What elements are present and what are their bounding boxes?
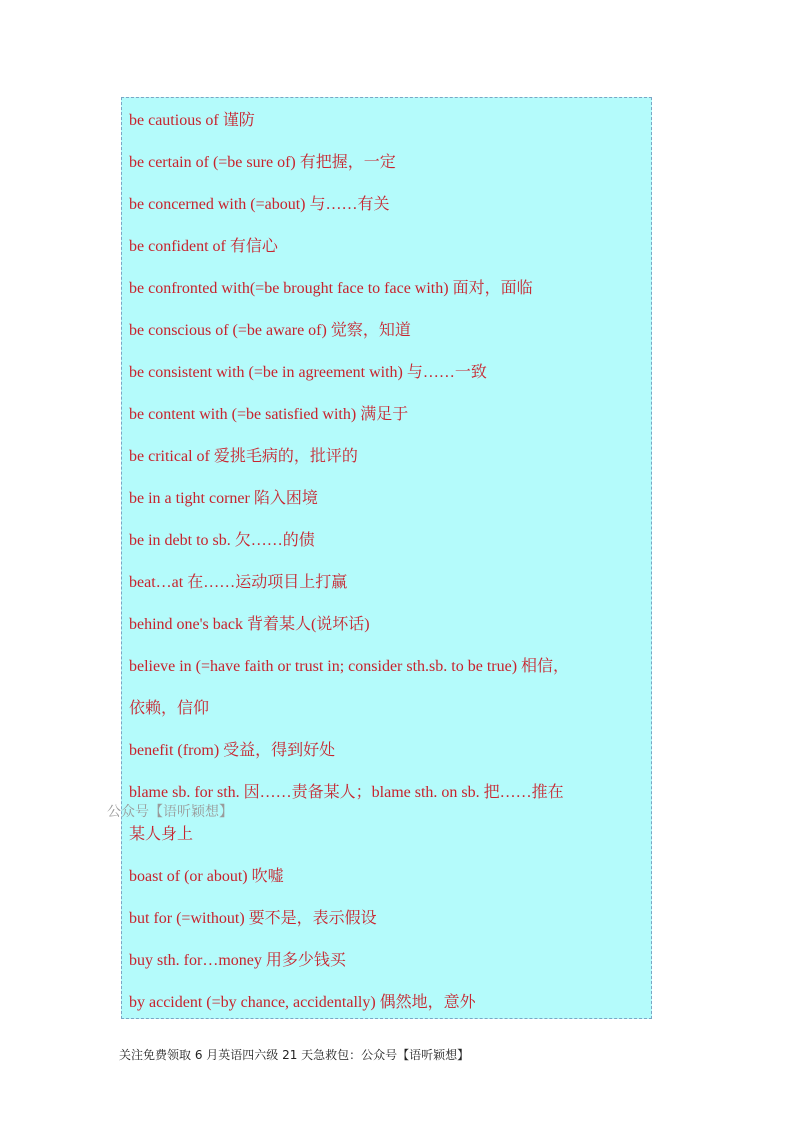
phrase-line: be in a tight corner 陷入困境 [129, 490, 318, 507]
phrase-line: blame sb. for sth. 因……责备某人；blame sth. on sb. 把……推在 [129, 784, 564, 801]
phrase-line-continued: 依赖，信仰 [129, 700, 210, 717]
phrase-line-continued: 某人身上 [129, 826, 194, 843]
phrase-line: beat…at 在……运动项目上打赢 [129, 574, 348, 591]
phrase-line: be confronted with(=be brought face to face with) 面对，面临 [129, 280, 533, 297]
phrase-line: be confident of 有信心 [129, 238, 278, 255]
phrase-line: be consistent with (=be in agreement with) 与……一致 [129, 364, 487, 381]
phrase-line: benefit (from) 受益，得到好处 [129, 742, 336, 759]
phrase-line: behind one's back 背着某人(说坏话) [129, 616, 370, 633]
phrase-line: buy sth. for…money 用多少钱买 [129, 952, 346, 969]
phrase-list-box [121, 97, 652, 1019]
phrase-line: boast of (or about) 吹嘘 [129, 868, 284, 885]
watermark-text: 公众号【语听颖想】 [107, 804, 233, 820]
phrase-line: by accident (=by chance, accidentally) 偶然地，意外 [129, 994, 476, 1011]
phrase-line: be concerned with (=about) 与……有关 [129, 196, 390, 213]
phrase-line: be critical of 爱挑毛病的，批评的 [129, 448, 358, 465]
footer-promo-text: 关注免费领取 6 月英语四六级 21 天急救包：公众号【语听颖想】 [119, 1048, 470, 1062]
phrase-line: be conscious of (=be aware of) 觉察，知道 [129, 322, 411, 339]
phrase-line: believe in (=have faith or trust in; consider sth.sb. to be true) 相信， [129, 658, 570, 675]
phrase-line: be content with (=be satisfied with) 满足于 [129, 406, 409, 423]
phrase-line: be certain of (=be sure of) 有把握，一定 [129, 154, 396, 171]
phrase-line: be cautious of 谨防 [129, 112, 255, 129]
phrase-line: be in debt to sb. 欠……的债 [129, 532, 315, 549]
phrase-line: but for (=without) 要不是，表示假设 [129, 910, 377, 927]
